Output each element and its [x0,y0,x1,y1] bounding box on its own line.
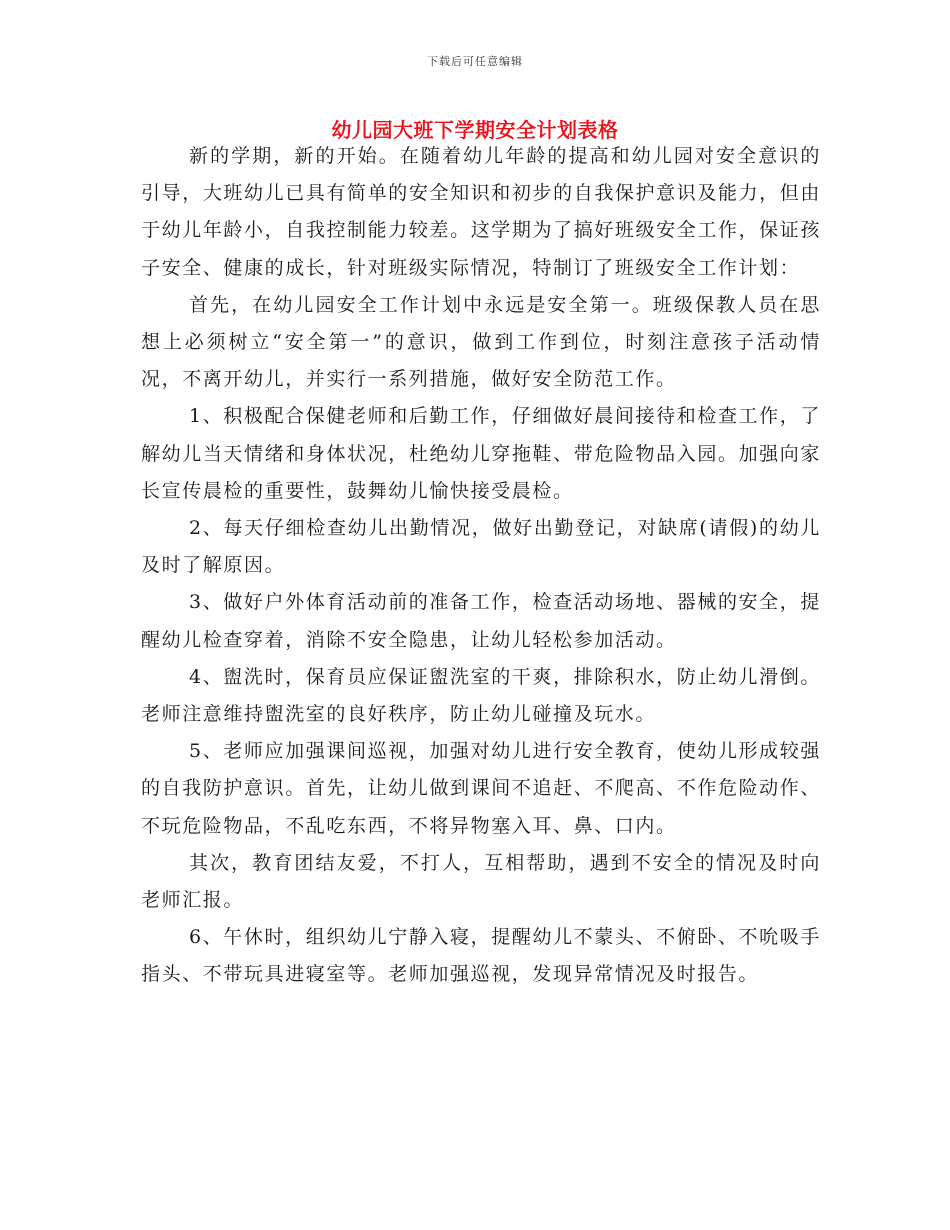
paragraph-item-4: 4、盥洗时，保育员应保证盥洗室的干爽，排除积水，防止幼儿滑倒。老师注意维持盥洗室的良好秩序，防止幼儿碰撞及玩水。 [141,665,821,726]
document-title: 幼儿园大班下学期安全计划表格 [331,118,619,142]
document-body [141,138,821,994]
paragraph-item-5-continued: 其次，教育团结友爱，不打人，互相帮助，遇到不安全的情况及时向老师汇报。 [141,851,821,912]
paragraph-item-5: 5、老师应加强课间巡视，加强对幼儿进行安全教育，使幼儿形成较强的自我防护意识。首先，让幼儿做到课间不追赶、不爬高、不作危险动作、不玩危险物品，不乱吃东西，不将异物塞入耳、鼻、口内。 [141,740,821,837]
paragraph-intro: 新的学期，新的开始。在随着幼儿年龄的提高和幼儿园对安全意识的引导，大班幼儿已具有简单的安全知识和初步的自我保护意识及能力，但由于幼儿年龄小，自我控制能力较差。这学期为了搞好班级安全工作，保证孩子安全、健康的成长，针对班级实际情况，特制订了班级安全工作计划： [141,145,821,279]
page-header-note: 下载后可任意编辑 [427,55,523,68]
paragraph-item-1: 1、积极配合保健老师和后勤工作，仔细做好晨间接待和检查工作，了解幼儿当天情绪和身体状况，杜绝幼儿穿拖鞋、带危险物品入园。加强向家长宣传晨检的重要性，鼓舞幼儿愉快接受晨检。 [141,405,821,502]
paragraph-item-6: 6、午休时，组织幼儿宁静入寝，提醒幼儿不蒙头、不俯卧、不吮吸手指头、不带玩具进寝室等。老师加强巡视，发现异常情况及时报告。 [141,926,821,986]
paragraph-item-2: 2、每天仔细检查幼儿出勤情况，做好出勤登记，对缺席(请假)的幼儿及时了解原因。 [141,517,821,577]
paragraph-first-principle: 首先，在幼儿园安全工作计划中永远是安全第一。班级保教人员在思想上必须树立“安全第一”的意识，做到工作到位，时刻注意孩子活动情况，不离开幼儿，并实行一系列措施，做好安全防范工作。 [141,293,821,391]
paragraph-item-3: 3、做好户外体育活动前的准备工作，检查活动场地、器械的安全，提醒幼儿检查穿着，消除不安全隐患，让幼儿轻松参加活动。 [141,591,821,651]
